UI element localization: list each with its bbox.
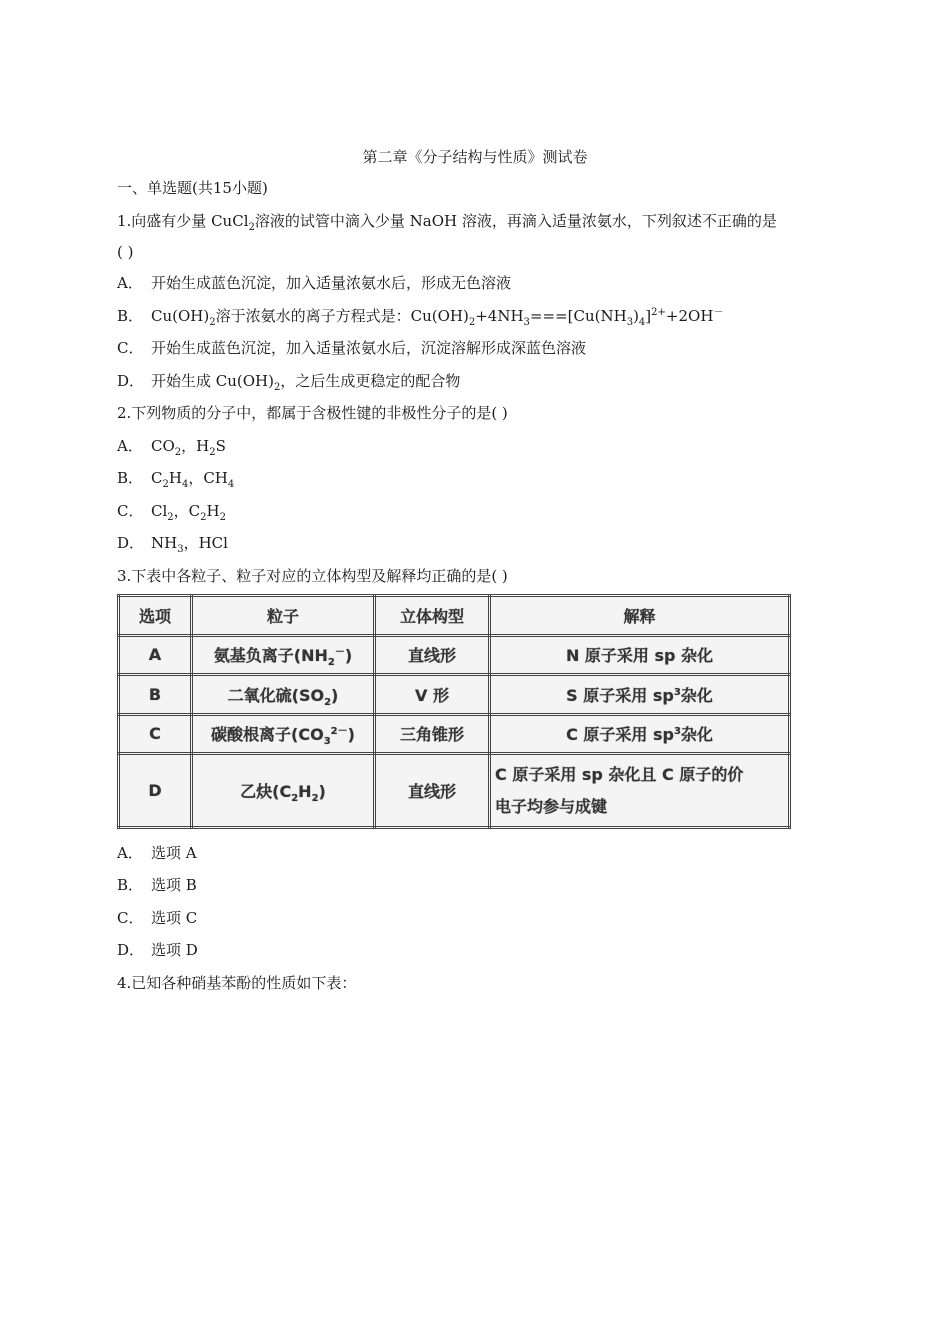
table-row bbox=[119, 714, 790, 754]
q1-paren: ( ) bbox=[117, 243, 134, 261]
q3-option-c[interactable]: C． 选项 C bbox=[117, 909, 198, 927]
table-cell-shape: 三角锥形 bbox=[375, 714, 490, 754]
table-cell-particle: 乙炔$(C_2H_2)$ bbox=[192, 754, 375, 828]
q3-table bbox=[117, 594, 791, 829]
page-title: 第二章《分子结构与性质》测试卷 bbox=[362, 148, 588, 166]
q1-option-a[interactable]: A． 开始生成蓝色沉淀，加入适量浓氨水后，形成无色溶液 bbox=[117, 274, 512, 292]
table-cell-particle: 二氧化硫$(SO_2)$ bbox=[192, 675, 375, 715]
table-cell-explain: S 原子采用 $sp^3$杂化 bbox=[490, 675, 790, 715]
table-row bbox=[119, 754, 790, 828]
q3-option-d[interactable]: D． 选项 D bbox=[117, 941, 198, 959]
q2-option-d[interactable]: D． $NH_3$，HCl bbox=[117, 534, 228, 555]
table-cell-particle: 碳酸根离子$(CO_3^{2-})$ bbox=[192, 714, 375, 754]
table-cell-option: A bbox=[119, 635, 192, 675]
table-header: 解释 bbox=[490, 596, 790, 636]
table-cell-shape: 直线形 bbox=[375, 754, 490, 828]
table-cell-explain: C 原子采用 sp 杂化且 C 原子的价 电子均参与成键 bbox=[490, 754, 790, 828]
table-cell-explain: C 原子采用 $sp^3$杂化 bbox=[490, 714, 790, 754]
q3-stem: 3.下表中各粒子、粒子对应的立体构型及解释均正确的是( ) bbox=[117, 567, 508, 585]
table-row bbox=[119, 675, 790, 715]
table-cell-shape: 直线形 bbox=[375, 635, 490, 675]
q1-option-d[interactable]: D． 开始生成 $Cu(OH)_2$，之后生成更稳定的配合物 bbox=[117, 372, 461, 393]
q1-stem: 1.向盛有少量 CuCl$_2$溶液的试管中滴入少量 NaOH 溶液，再滴入适量浓氨水，下列叙述不正确的是 bbox=[117, 212, 777, 233]
q2-option-a[interactable]: A． $CO_2$，$H_2S$ bbox=[117, 437, 226, 458]
q2-option-c[interactable]: C． $Cl_2$，$C_2H_2$ bbox=[117, 502, 226, 523]
q3-option-a[interactable]: A． 选项 A bbox=[117, 844, 197, 862]
table-header-row bbox=[119, 596, 790, 636]
section-heading: 一、单选题(共15小题) bbox=[117, 179, 268, 197]
table-header: 立体构型 bbox=[375, 596, 490, 636]
table-header: 粒子 bbox=[192, 596, 375, 636]
table-cell-particle: 氨基负离子$(NH_2^-)$ bbox=[192, 635, 375, 675]
q2-stem: 2.下列物质的分子中，都属于含极性键的非极性分子的是( ) bbox=[117, 404, 508, 422]
table-header: 选项 bbox=[119, 596, 192, 636]
q1-option-b[interactable]: B． $Cu(OH)_2$溶于浓氨水的离子方程式是：$Cu(OH)_2+4NH_3===[Cu(NH_3)_4]^{2+}+2OH^-$ bbox=[117, 307, 724, 328]
q1-option-c[interactable]: C． 开始生成蓝色沉淀，加入适量浓氨水后，沉淀溶解形成深蓝色溶液 bbox=[117, 339, 587, 357]
table-cell-shape: V 形 bbox=[375, 675, 490, 715]
q2-option-b[interactable]: B． $C_2H_4$，$CH_4$ bbox=[117, 469, 235, 490]
table-cell-explain: N 原子采用 sp 杂化 bbox=[490, 635, 790, 675]
table-cell-option: C bbox=[119, 714, 192, 754]
table-cell-option: B bbox=[119, 675, 192, 715]
table-row bbox=[119, 635, 790, 675]
q4-stem: 4.已知各种硝基苯酚的性质如下表： bbox=[117, 974, 357, 992]
table-cell-option: D bbox=[119, 754, 192, 828]
q3-option-b[interactable]: B． 选项 B bbox=[117, 876, 197, 894]
